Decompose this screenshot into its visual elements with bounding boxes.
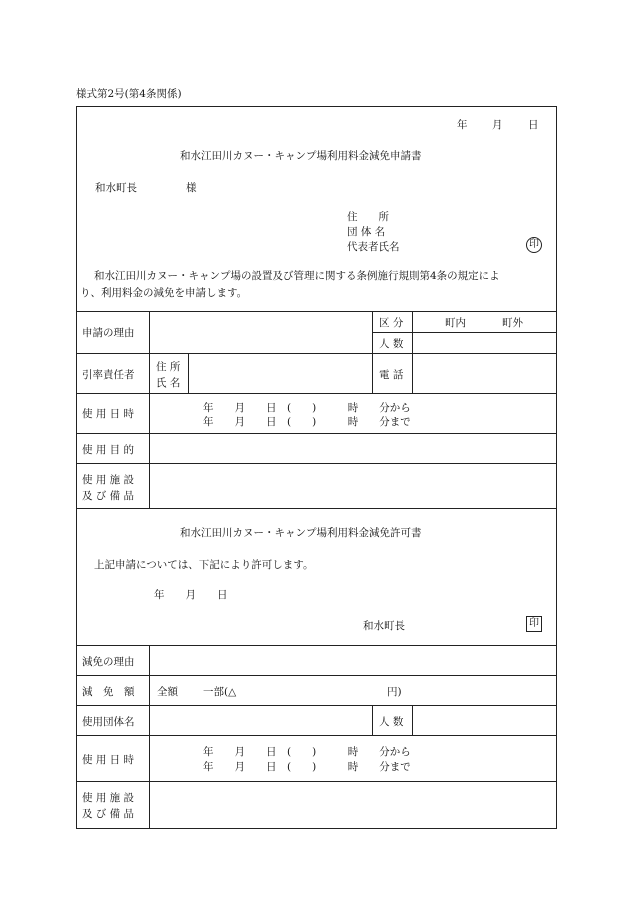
frame-right: [556, 106, 557, 829]
frame-left: [76, 106, 77, 829]
group-label: 使用団体名: [82, 716, 135, 728]
seal-circle-icon: 印: [526, 237, 542, 253]
divider: [149, 311, 150, 509]
leader-name-label: 氏 名: [156, 377, 181, 389]
divider: [188, 353, 189, 394]
application-statement-line1: 和水江田川カヌー・キャンプ場の設置及び管理に関する条例施行規則第4条の規定によ: [94, 270, 500, 282]
application-date-year: 年: [457, 119, 468, 131]
purpose-label: 使 用 目 的: [82, 444, 135, 456]
divider: [372, 705, 373, 736]
addressee: 和水町長: [95, 182, 137, 194]
reason-label: 申請の理由: [82, 327, 135, 339]
facilities-label-line1: 使 用 施 設: [82, 474, 135, 486]
permission-datetime-line2: 年 月 日 ( ) 時 分まで: [203, 761, 411, 773]
leader-label: 引率責任者: [82, 369, 135, 381]
application-title: 和水江田川カヌー・キャンプ場利用料金減免申請書: [180, 150, 422, 162]
amount-yen: 円): [387, 686, 402, 698]
amount-label: 減 免 額: [82, 686, 135, 698]
permission-datetime-label: 使 用 日 時: [82, 754, 135, 766]
headcount-label: 人 数: [379, 338, 404, 350]
category-label: 区 分: [379, 317, 404, 329]
addressee-suffix: 様: [186, 182, 197, 194]
application-date-day: 日: [528, 119, 539, 131]
divider: [372, 311, 373, 394]
applicant-group-label: 団 体 名: [347, 226, 386, 238]
permission-facilities-label-line1: 使 用 施 設: [82, 792, 135, 804]
seal-square-icon: 印: [526, 616, 542, 632]
permission-datetime-line1: 年 月 日 ( ) 時 分から: [203, 746, 411, 758]
leader-address-label: 住 所: [156, 361, 181, 373]
facilities-label-line2: 及 び 備 品: [82, 490, 135, 502]
form-number: 様式第2号(第4条関係): [76, 88, 182, 100]
divider: [412, 311, 413, 394]
applicant-address-label: 住 所: [347, 211, 389, 223]
permission-statement: 上記申請については、下記により許可します。: [94, 559, 314, 571]
amount-partial: 一部(△: [203, 686, 237, 698]
applicant-representative-label: 代表者氏名: [347, 241, 400, 253]
divider: [372, 332, 557, 333]
phone-label: 電 話: [379, 369, 404, 381]
category-out-town: 町外: [502, 317, 523, 329]
permission-facilities-label-line2: 及 び 備 品: [82, 808, 135, 820]
datetime-line2: 年 月 日 ( ) 時 分まで: [203, 416, 411, 428]
permission-title: 和水江田川カヌー・キャンプ場利用料金減免許可書: [180, 527, 422, 539]
permission-date: 年 月 日: [154, 589, 228, 601]
datetime-line1: 年 月 日 ( ) 時 分から: [203, 402, 411, 414]
divider: [149, 645, 150, 829]
permission-reason-label: 減免の理由: [82, 656, 135, 668]
application-date-month: 月: [492, 119, 503, 131]
application-statement-line2: り、利用料金の減免を申請します。: [80, 287, 248, 299]
divider: [412, 705, 413, 736]
category-in-town: 町内: [445, 317, 466, 329]
datetime-label: 使 用 日 時: [82, 408, 135, 420]
amount-full: 全額: [157, 686, 178, 698]
frame-top: [76, 106, 557, 107]
permission-headcount-label: 人 数: [379, 716, 404, 728]
permission-issuer: 和水町長: [363, 620, 405, 632]
